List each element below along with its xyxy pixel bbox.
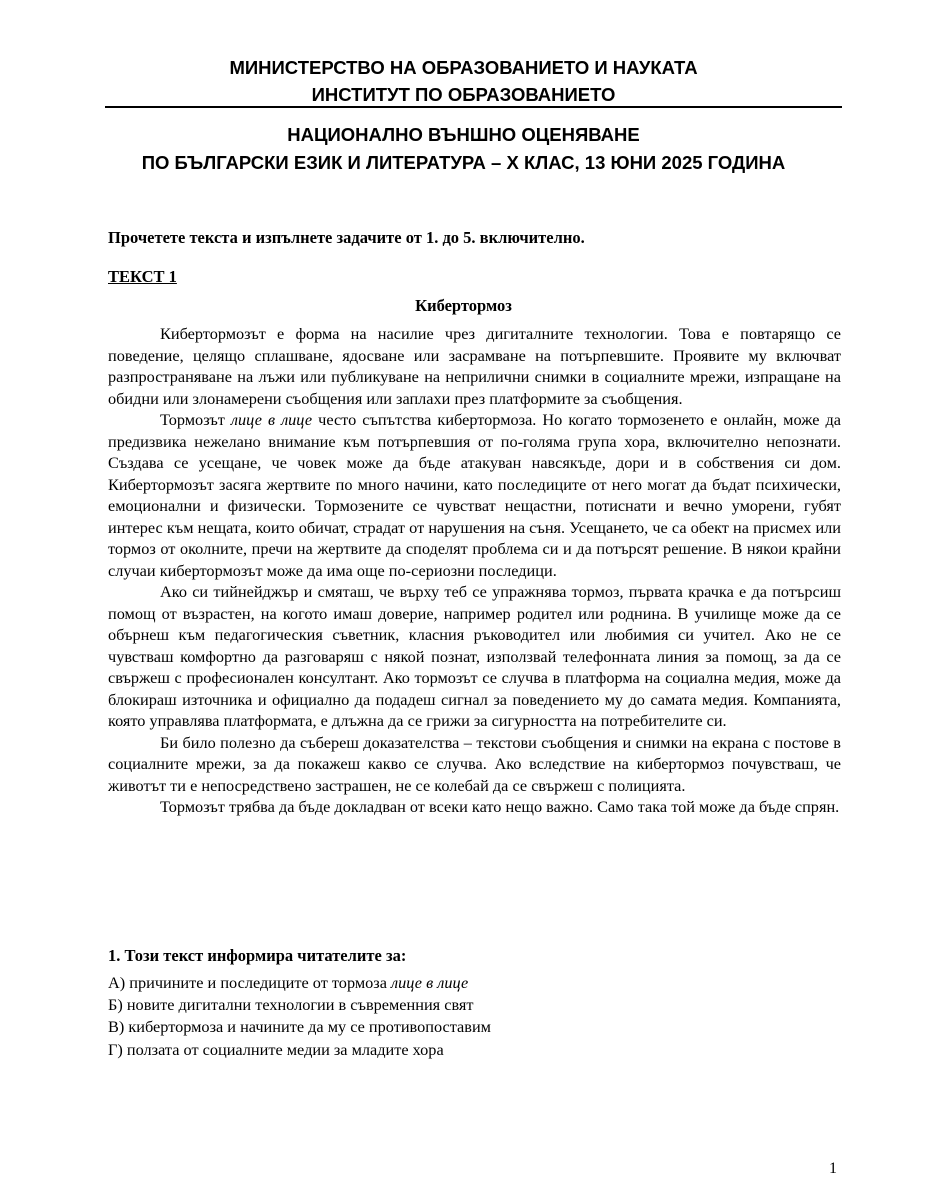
paragraph-4: Би било полезно да събереш доказателства – текстови съобщения и снимки на екрана с постове в социалните мрежи, за да покажеш какво се случва. Ако вследствие на кибертормоз почувстваш, че животът ти е непосредствено застрашен, не се колебай да се свържеш с полицията. bbox=[108, 732, 841, 795]
instructions: Прочетете текста и изпълнете задачите от 1. до 5. включително. bbox=[108, 228, 585, 247]
exam-title-line1: НАЦИОНАЛНО ВЪНШНО ОЦЕНЯВАНЕ bbox=[287, 124, 640, 145]
institute-name: ИНСТИТУТ ПО ОБРАЗОВАНИЕТО bbox=[311, 84, 616, 105]
page-number: 1 bbox=[829, 1160, 837, 1177]
question-1: 1. Този текст информира читателите за: bbox=[108, 946, 407, 965]
option-a[interactable] bbox=[108, 972, 491, 994]
option-b[interactable]: Б) новите дигитални технологии в съвременния свят bbox=[108, 995, 474, 1015]
question-1-options bbox=[108, 972, 491, 1061]
paragraph-2-italic: лице в лице bbox=[230, 410, 313, 429]
paragraph-2-rest: често съпътства кибертормоза. Но когато тормозенето е онлайн, може да предизвика нежелано внимание към потърпевшия от по-голяма група хора, включително непознати. Създава се усещане, че човек може да бъде атакуван навсякъде, дори и в собствения си дом. Кибертормозът засяга жертвите по много начини, като последиците от него могат да бъдат психически, емоционални и физически. Тормозените се чувстват нещастни, потиснати и вечно уморени, губят интерес към нещата, които обичат, страдат от нарушения на съня. Усещането, че са обект на присмех или тормоз от околните, пречи на жертвите да споделят проблема си и да потърсят решение. В някои крайни случаи кибертормозът може да има още по-сериозни последици. bbox=[108, 410, 841, 580]
ministry-header bbox=[0, 54, 927, 108]
text-title: Кибертормоз bbox=[415, 296, 512, 315]
ministry-name: МИНИСТЕРСТВО НА ОБРАЗОВАНИЕТО И НАУКАТА bbox=[229, 57, 698, 78]
text-label: ТЕКСТ 1 bbox=[108, 267, 177, 286]
option-d[interactable]: Г) ползата от социалните медии за младите хора bbox=[108, 1039, 444, 1059]
paragraph-3: Ако си тийнейджър и смяташ, че върху теб се упражнява тормоз, първата крачка е да потърсиш помощ от възрастен, на когото имаш доверие, например родител или роднина. В училище може да се обърнеш към педагогическия съветник, класния ръководител или любимия си учител. Ако не се чувстваш комфортно да разговаряш с някой познат, използвай телефонната линия за помощ, за да се свържеш с професионален консултант. Ако тормозът се случва в платформа на социална медия, може да блокираш източника и официално да подадеш сигнал за поведението му до самата медия. Компанията, която управлява платформата, е длъжна да се грижи за сигурността на потребителите си. bbox=[108, 582, 841, 730]
option-a-text: А) причините и последиците от тормоза bbox=[108, 973, 392, 992]
paragraph-2-start: Тормозът bbox=[160, 410, 231, 429]
header-divider bbox=[105, 106, 842, 108]
option-c[interactable]: В) кибертормоза и начините да му се противопоставим bbox=[108, 1017, 491, 1037]
exam-title-line2: ПО БЪЛГАРСКИ ЕЗИК И ЛИТЕРАТУРА – Х КЛАС, 13 ЮНИ 2025 ГОДИНА bbox=[141, 152, 786, 173]
exam-title bbox=[0, 121, 927, 177]
option-a-italic: лице в лице bbox=[391, 973, 469, 992]
paragraph-2 bbox=[108, 409, 841, 581]
paragraph-5: Тормозът трябва да бъде докладван от всеки като нещо важно. Само така той може да бъде спрян. bbox=[160, 797, 840, 816]
paragraph-1: Кибертормозът е форма на насилие чрез дигиталните технологии. Това е повтарящо се поведение, целящо сплашване, ядосване или засрамване на потърпевшите. Проявите му включват разпространяване на лъжи или публикуване на неприлични снимки в социалните мрежи, изпращане на обидни или злонамерени съобщения или заплахи през платформите за съобщения. bbox=[108, 324, 841, 408]
text-body bbox=[108, 323, 841, 818]
